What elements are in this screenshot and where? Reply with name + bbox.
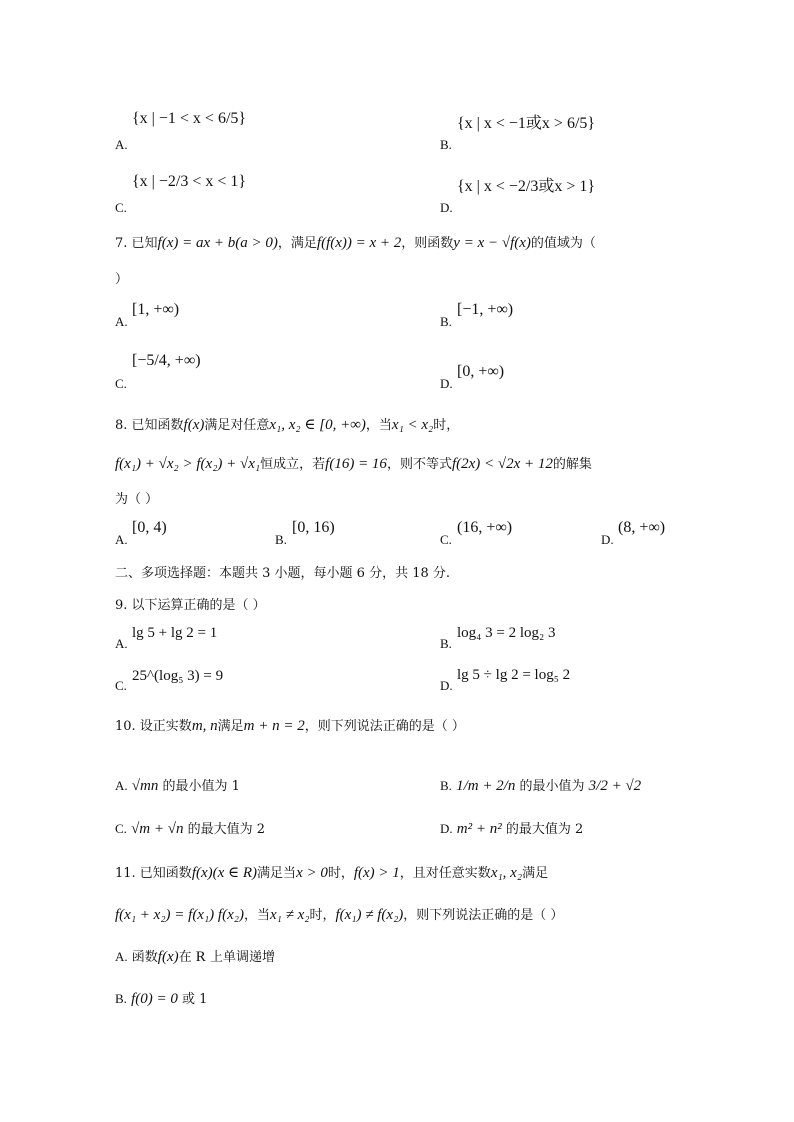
q8-formula-4: f(x₁) + √x₂ > f(x₂) + √x₁ xyxy=(115,456,261,472)
q11-option-b xyxy=(115,988,207,1008)
q11-formula-4: x₁, x₂ xyxy=(490,865,523,881)
q10-option-b-expr-2: 3/2 + √2 xyxy=(588,778,642,794)
q8-option-d-expr: (8, +∞) xyxy=(618,519,666,536)
q8-option-b-expr: [0, 16) xyxy=(292,519,335,536)
q6-option-b-expr: {x | x < −1或x > 6/5} xyxy=(457,115,596,132)
q11-stem-text-6: ，当 xyxy=(243,908,270,923)
q10-option-a xyxy=(115,775,240,795)
q8-stem-text-1: 8. 已知函数 xyxy=(115,418,184,433)
q11-stem-text-1: 11. 已知函数 xyxy=(115,866,192,881)
q8-option-c-label: C. xyxy=(440,532,452,547)
q11-option-a-text-3: 上单调递增 xyxy=(209,950,275,965)
q8-formula-3: x₁ < x₂ xyxy=(391,417,434,433)
q8-option-b-label: B. xyxy=(275,532,287,547)
q10-option-b-label: B. xyxy=(440,778,452,793)
q9-option-b-expr: log₄ 3 = 2 log₂ 3 xyxy=(457,625,556,641)
q11-option-a-expr-2: R xyxy=(195,949,206,965)
q10-option-c-text: 的最大值为 2 xyxy=(187,822,266,837)
q11-option-a-text-1: 函数 xyxy=(131,950,158,965)
q8-stem-text-2: 满足对任意 xyxy=(204,418,270,433)
q7-stem-text-4: 的值域为（ xyxy=(530,236,596,251)
q7-option-a-label: A. xyxy=(115,314,128,329)
q7-option-c-label: C. xyxy=(115,376,127,391)
q6-option-c-label: C. xyxy=(115,200,127,215)
q10-option-b-text: 的最小值为 xyxy=(519,779,585,794)
q9-option-a-label: A. xyxy=(115,636,128,651)
q10-option-d-text: 的最大值为 2 xyxy=(505,822,584,837)
q9-option-b-label: B. xyxy=(440,636,452,651)
q11-stem-text-5: 满足 xyxy=(522,866,549,881)
q8-option-d-label: D. xyxy=(601,532,614,547)
q8-stem-line-2 xyxy=(115,453,592,473)
q10-stem-text-3: ，则下列说法正确的是（ ） xyxy=(304,719,465,734)
q8-stem-line-3: 为（ ） xyxy=(115,492,159,507)
q6-option-b-label: B. xyxy=(440,137,452,152)
q6-option-c-expr: {x | −2/3 < x < 1} xyxy=(132,173,247,190)
q10-option-c-expr: √m + √n xyxy=(131,821,184,837)
q11-option-a-expr: f(x) xyxy=(157,949,179,965)
q6-option-a-label: A. xyxy=(115,137,128,152)
q10-option-b xyxy=(440,775,641,795)
q10-option-b-expr: 1/m + 2/n xyxy=(456,778,516,794)
q9-option-c-label: C. xyxy=(115,678,127,693)
q8-stem-text-4: 时， xyxy=(433,418,460,433)
q10-stem xyxy=(115,715,465,735)
q10-option-d-expr: m² + n² xyxy=(456,821,502,837)
q8-stem-text-3: ，当 xyxy=(365,418,392,433)
q7-option-d-label: D. xyxy=(440,376,453,391)
q7-stem-text-2: ，满足 xyxy=(277,236,317,251)
section-heading: 二、多项选择题：本题共 3 小题，每小题 6 分，共 18 分. xyxy=(115,566,451,581)
q7-formula-2: f(f(x)) = x + 2 xyxy=(316,235,402,251)
q11-formula-1: f(x)(x ∈ R) xyxy=(191,865,258,881)
q7-option-c-expr: [−5/4, +∞) xyxy=(132,352,201,369)
q11-formula-3: f(x) > 1 xyxy=(353,865,400,881)
q8-option-a-expr: [0, 4) xyxy=(132,519,167,536)
q10-option-a-expr: √mn xyxy=(131,778,159,794)
q9-option-d-expr: lg 5 ÷ lg 2 = log₅ 2 xyxy=(457,667,571,683)
q11-stem-line-1 xyxy=(115,862,548,882)
q11-stem-text-3: 时， xyxy=(327,866,354,881)
q10-stem-text-2: 满足 xyxy=(217,719,244,734)
q9-option-a-expr: lg 5 + lg 2 = 1 xyxy=(132,625,218,641)
q11-stem-text-4: ，且对任意实数 xyxy=(399,866,491,881)
q8-stem-text-5: 恒成立，若 xyxy=(260,457,326,472)
q10-option-d-label: D. xyxy=(440,821,453,836)
q6-option-a-expr: {x | −1 < x < 6/5} xyxy=(132,110,247,127)
q7-option-a-expr: [1, +∞) xyxy=(132,301,180,318)
q7-stem-text-3: ，则函数 xyxy=(401,236,454,251)
q9-option-c-expr: 25^(log₅ 3) = 9 xyxy=(132,668,224,684)
q8-stem-text-6: ，则不等式 xyxy=(386,457,452,472)
q11-stem-text-2: 满足当 xyxy=(257,866,297,881)
q7-formula-3: y = x − √f(x) xyxy=(453,235,531,251)
q8-option-a-label: A. xyxy=(115,532,128,547)
q8-option-c-expr: (16, +∞) xyxy=(457,519,513,536)
q11-stem-text-7: 时， xyxy=(309,908,336,923)
q10-formula-1: m, n xyxy=(191,718,218,734)
q8-formula-6: f(2x) < √2x + 12 xyxy=(451,456,553,472)
q8-formula-2: x₁, x₂ ∈ [0, +∞) xyxy=(269,417,366,433)
q6-option-d-expr: {x | x < −2/3或x > 1} xyxy=(457,178,596,195)
q10-stem-text-1: 10. 设正实数 xyxy=(115,719,192,734)
q7-option-d-expr: [0, +∞) xyxy=(457,363,505,380)
q8-formula-5: f(16) = 16 xyxy=(325,456,387,472)
q7-stem-close: ） xyxy=(115,272,129,287)
q11-option-b-text: 或 1 xyxy=(181,992,208,1007)
q11-option-b-label: B. xyxy=(115,991,127,1006)
q7-option-b-label: B. xyxy=(440,314,452,329)
q10-option-c-label: C. xyxy=(115,821,127,836)
q10-option-a-text: 的最小值为 1 xyxy=(162,779,240,794)
q9-option-d-label: D. xyxy=(440,678,453,693)
q11-formula-7: f(x₁) ≠ f(x₂) xyxy=(335,907,404,923)
q10-option-d xyxy=(440,818,583,838)
q11-option-a-text-2: 在 xyxy=(178,950,192,965)
q8-formula-1: f(x) xyxy=(183,417,205,433)
q11-stem-line-2 xyxy=(115,904,563,924)
q11-option-b-expr: f(0) = 0 xyxy=(131,991,178,1007)
q10-formula-2: m + n = 2 xyxy=(243,718,305,734)
q10-option-a-label: A. xyxy=(115,778,128,793)
q8-stem-line-1 xyxy=(115,414,459,434)
q11-formula-6: x₁ ≠ x₂ xyxy=(269,907,310,923)
q7-formula-1: f(x) = ax + b(a > 0) xyxy=(157,235,278,251)
q11-formula-5: f(x₁ + x₂) = f(x₁) f(x₂) xyxy=(115,907,244,923)
q8-stem-text-7: 的解集 xyxy=(552,457,592,472)
q10-option-c xyxy=(115,818,265,838)
q11-option-a-label: A. xyxy=(115,949,128,964)
q6-option-d-label: D. xyxy=(440,200,453,215)
q7-stem xyxy=(115,232,596,252)
q7-stem-text-1: 7. 已知 xyxy=(115,236,158,251)
q9-stem: 9. 以下运算正确的是（ ） xyxy=(115,598,266,613)
q11-formula-2: x > 0 xyxy=(296,865,328,881)
q7-option-b-expr: [−1, +∞) xyxy=(457,301,514,318)
q11-option-a xyxy=(115,946,275,966)
q11-stem-text-8: ，则下列说法正确的是（ ） xyxy=(403,908,564,923)
